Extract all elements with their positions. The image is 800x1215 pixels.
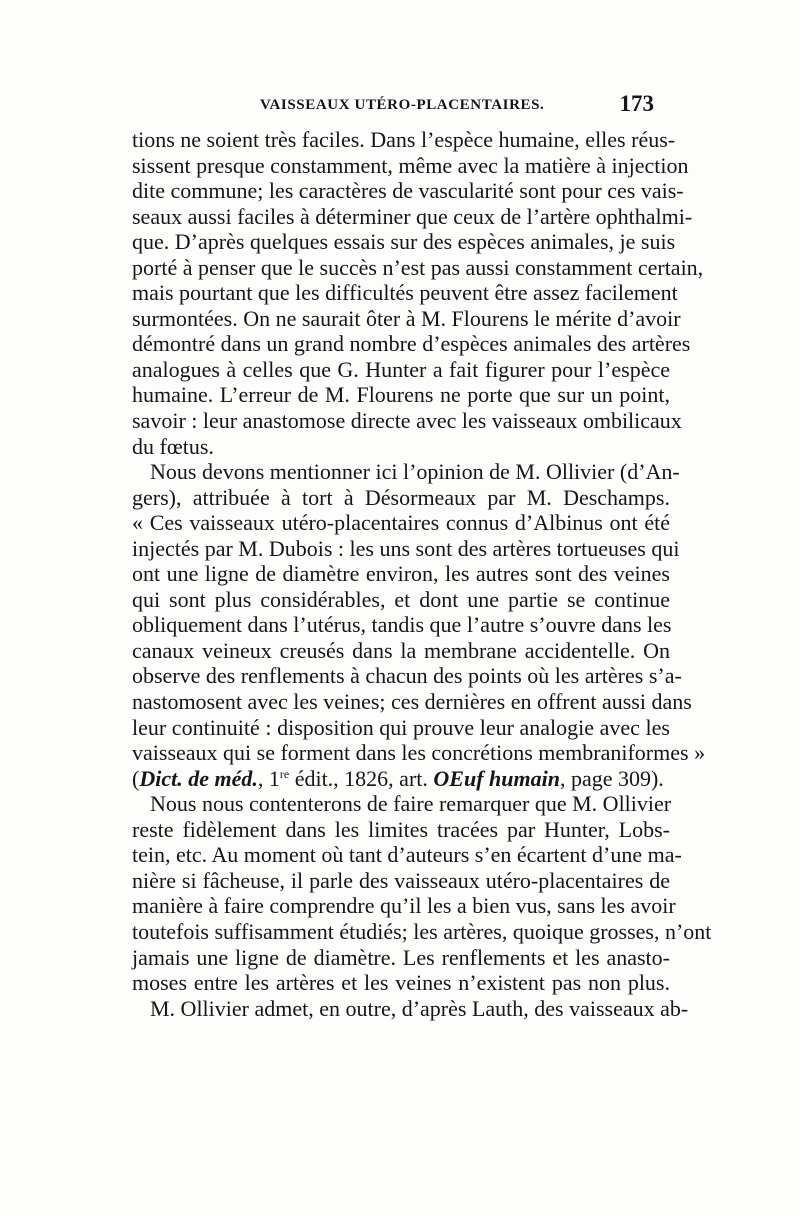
text-line: jamais une ligne de diamètre. Les renflements et les anasto- xyxy=(132,944,670,970)
text-line: analogues à celles que G. Hunter a fait figurer pour l’espèce xyxy=(132,356,670,382)
edition-text: édit., 1826, art. xyxy=(289,765,434,791)
text-line: observe des renflements à chacun des points où les artères s’a- xyxy=(132,663,682,689)
text-line: du fœtus. xyxy=(132,433,214,459)
text-line: gers), attribuée à tort à Désormeaux par M. Deschamps. xyxy=(132,484,670,510)
text-line: humaine. L’erreur de M. Flourens ne porte que sur un point, xyxy=(132,382,670,408)
edition-separator: , xyxy=(257,765,269,791)
text-line: seaux aussi faciles à déterminer que ceux de l’artère ophthalmi- xyxy=(132,203,693,229)
paragraph-start-line: M. Ollivier admet, en outre, d’après Lauth, des vaisseaux ab- xyxy=(150,995,689,1021)
dictionary-title: Dict. de méd. xyxy=(139,765,258,791)
text-line: toutefois suffisamment étudiés; les artères, quoique grosses, n’ont xyxy=(132,918,712,944)
text-line: obliquement dans l’utérus, tandis que l’autre s’ouvre dans les xyxy=(132,612,672,638)
citation-open-paren: ( xyxy=(132,765,140,791)
text-line: tions ne soient très faciles. Dans l’espèce humaine, elles réus- xyxy=(132,127,676,152)
text-line: tein, etc. Au moment où tant d’auteurs s’en écartent d’une ma- xyxy=(132,842,682,868)
page-reference: , page 309). xyxy=(559,765,664,791)
edition-superscript: re xyxy=(279,766,290,781)
text-line: que. D’après quelques essais sur des espèces animales, je suis xyxy=(132,229,676,255)
article-title: OEuf humain xyxy=(433,765,560,791)
text-line: manière à faire comprendre qu’il les a bien vus, sans les avoir xyxy=(132,893,676,919)
text-line: porté à penser que le succès n’est pas aussi constamment certain, xyxy=(132,254,704,280)
text-line: mais pourtant que les difficultés peuvent être assez facilement xyxy=(132,280,678,306)
running-head: VAISSEAUX UTÉRO-PLACENTAIRES. xyxy=(260,97,545,113)
citation-line xyxy=(132,766,670,792)
text-line: qui sont plus considérables, et dont une partie se continue xyxy=(132,586,670,612)
text-line: démontré dans un grand nombre d’espèces animales des artères xyxy=(132,331,691,357)
text-line: nière si fâcheuse, il parle des vaisseaux utéro-placentaires de xyxy=(132,867,670,893)
page-body-text xyxy=(132,127,712,1021)
edition-number: 1 xyxy=(268,765,280,791)
text-line: moses entre les artères et les veines n’existent pas non plus. xyxy=(132,970,670,996)
text-line: nastomosent avec les veines; ces dernières en offrent aussi dans xyxy=(132,689,692,715)
text-line: injectés par M. Dubois : les uns sont des artères tortueuses qui xyxy=(132,535,680,561)
text-line: canaux veineux creusés dans la membrane accidentelle. On xyxy=(132,637,670,663)
text-line: leur continuité : disposition qui prouve leur analogie avec les xyxy=(132,714,670,740)
page-header xyxy=(132,88,656,124)
paragraph-start-line: Nous devons mentionner ici l’opinion de M. Ollivier (d’An- xyxy=(150,459,680,485)
page-number: 173 xyxy=(619,91,654,116)
text-line: « Ces vaisseaux utéro-placentaires connus d’Albinus ont été xyxy=(132,510,670,536)
text-line: dite commune; les caractères de vascularité sont pour ces vais- xyxy=(132,178,684,204)
text-line: ont une ligne de diamètre environ, les autres sont des veines xyxy=(132,561,670,587)
text-line: vaisseaux qui se forment dans les concrétions membraniformes » xyxy=(132,740,706,766)
paragraph-start-line: Nous nous contenterons de faire remarquer que M. Ollivier xyxy=(150,791,672,817)
text-line: savoir : leur anastomose directe avec les vaisseaux ombilicaux xyxy=(132,408,682,434)
text-line: surmontées. On ne saurait ôter à M. Flourens le mérite d’avoir xyxy=(132,305,681,331)
text-line: sissent presque constamment, même avec la matière à injection xyxy=(132,152,689,178)
text-line: reste fidèlement dans les limites tracées par Hunter, Lobs- xyxy=(132,816,670,842)
